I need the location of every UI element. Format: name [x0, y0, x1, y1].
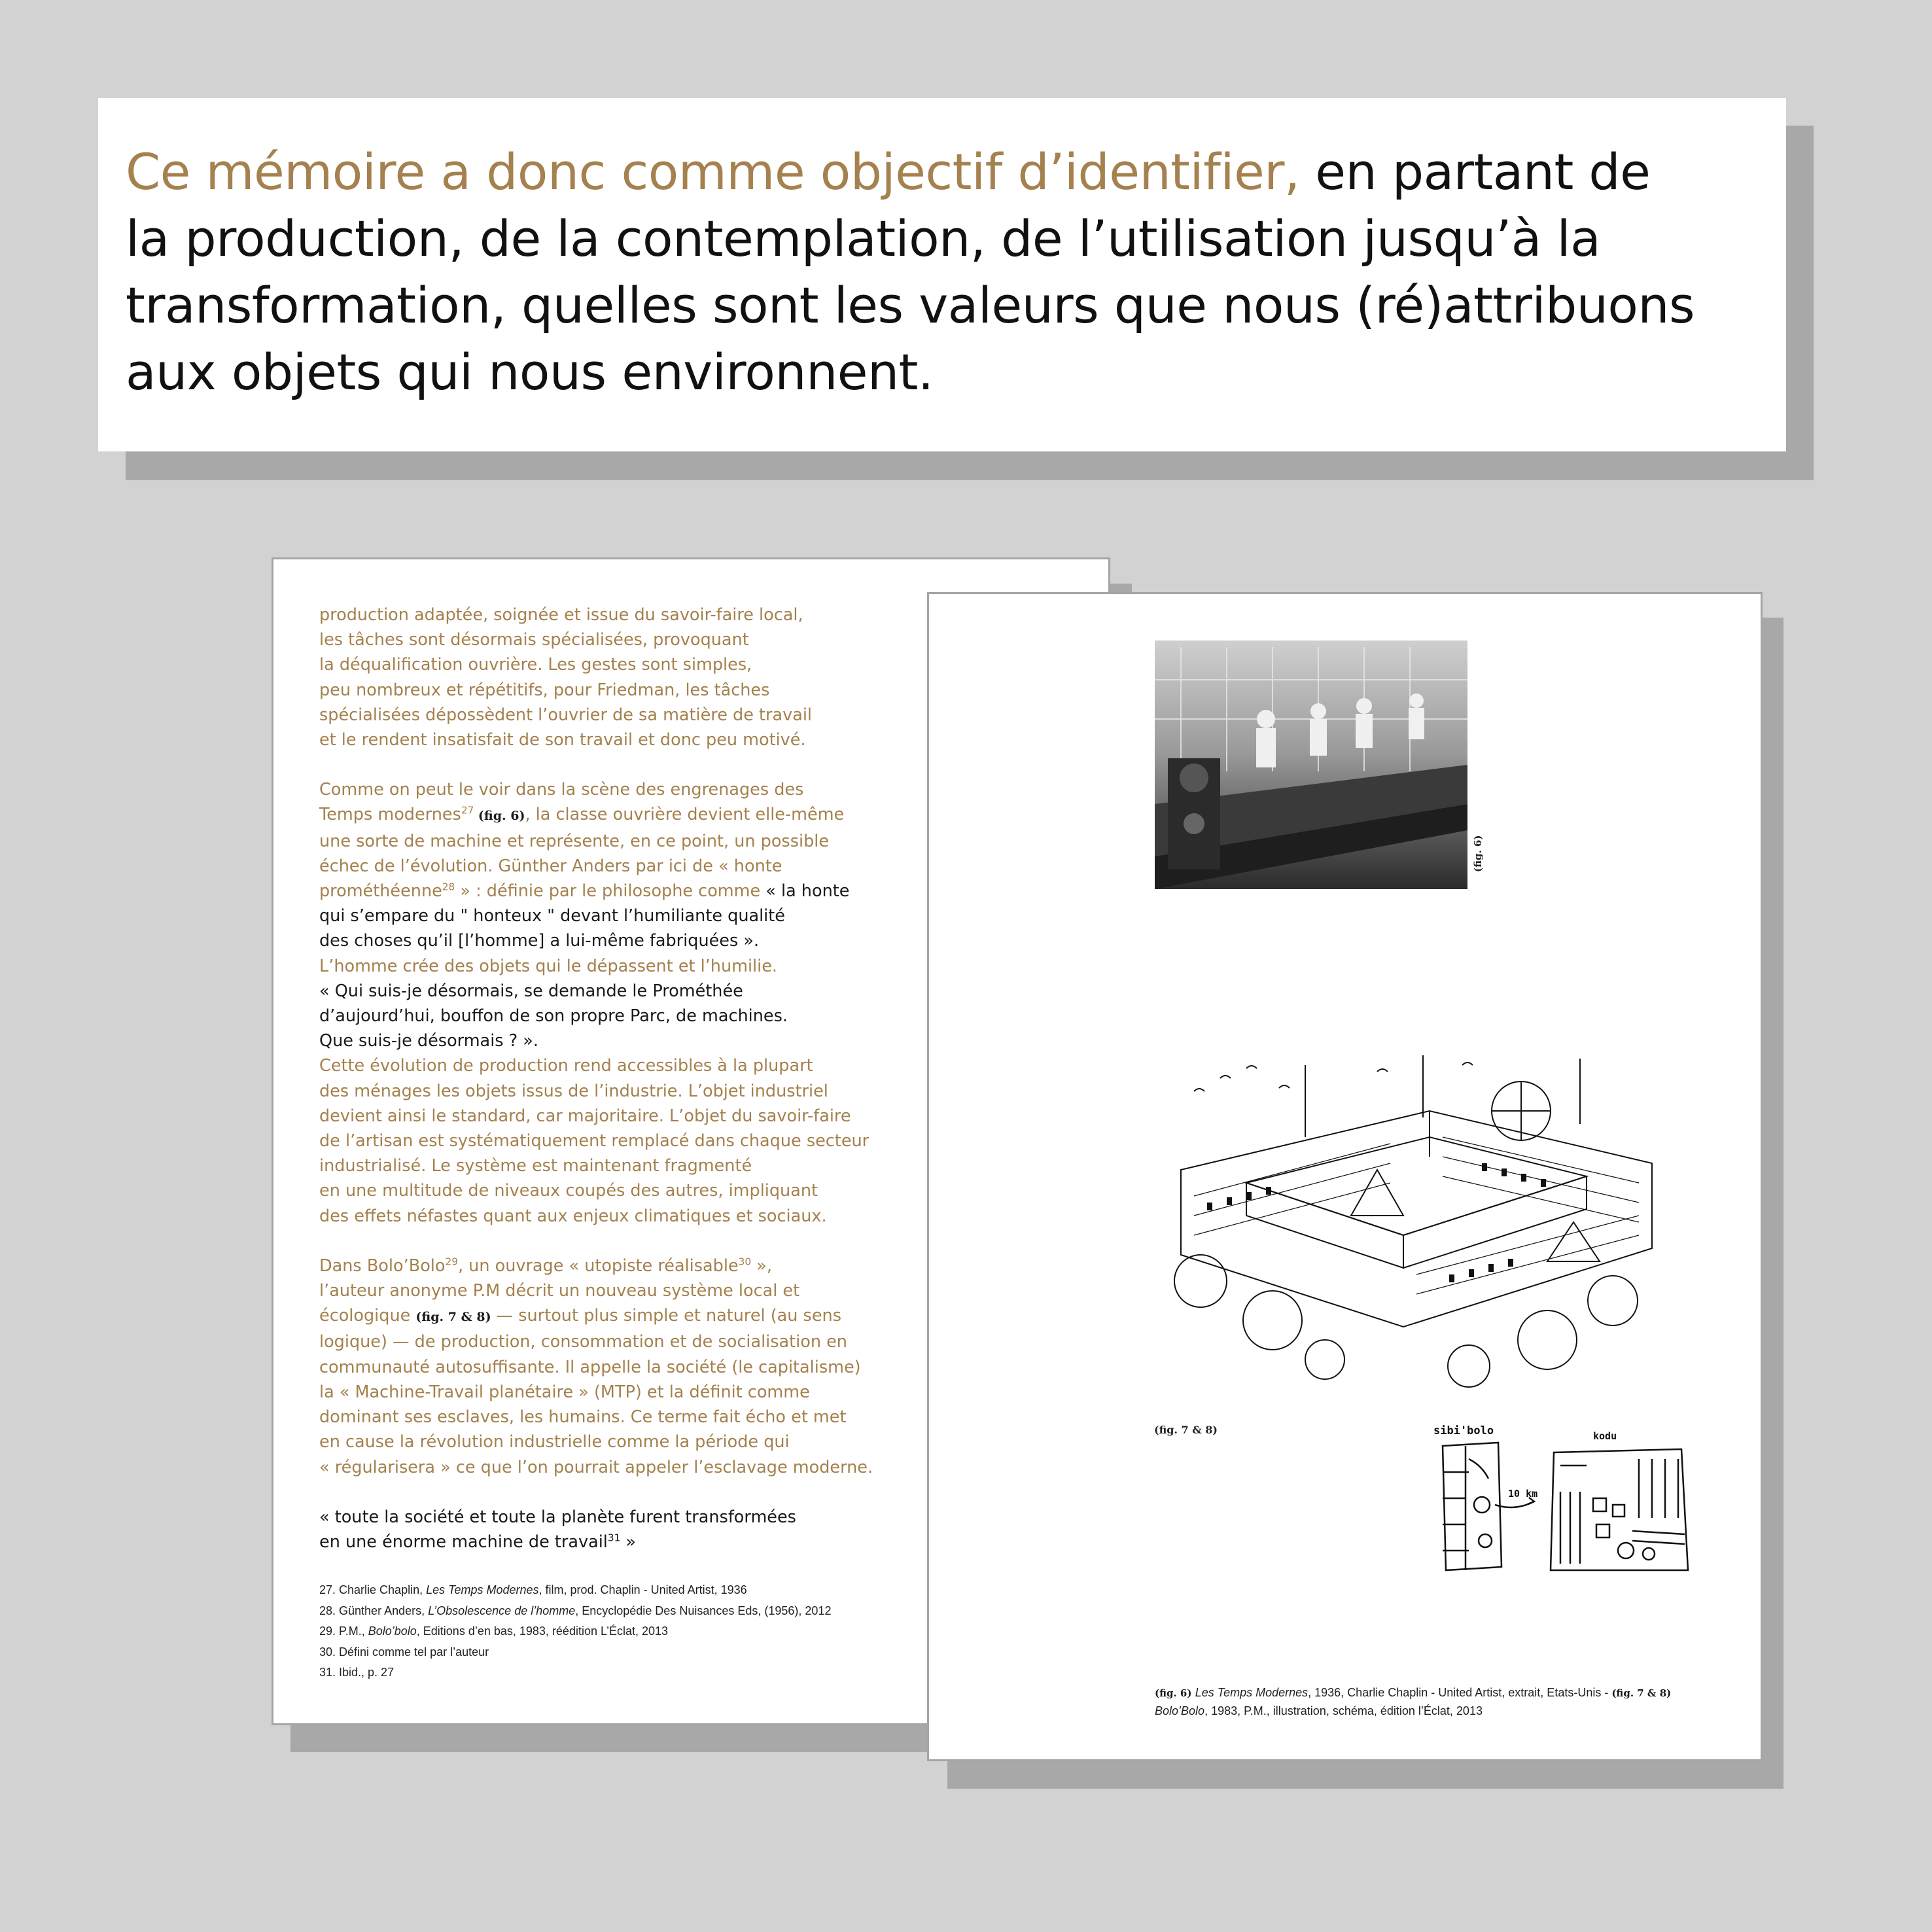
- text-line: de l’artisan est systématiquement remplacé dans chaque secteur: [319, 1131, 869, 1151]
- footnote: 29. P.M., Bolo’bolo, Editions d’en bas, 1983, réédition L’Éclat, 2013: [319, 1625, 669, 1638]
- figure-reference: (fig. 6): [474, 809, 525, 824]
- quote-line: Que suis-je désormais ? ».: [319, 1031, 539, 1051]
- footnote: 27. Charlie Chaplin, Les Temps Modernes, film, prod. Chaplin - United Artist, 1936: [319, 1583, 747, 1596]
- body-text: [319, 603, 974, 1554]
- text-line: Temps modernes$^{27}$ (fig. 6), la classe ouvrière devient elle-même: [319, 804, 845, 825]
- text-line: une sorte de machine et représente, en ce point, un possible: [319, 831, 830, 851]
- figure-reference: (fig. 7 & 8): [415, 1310, 491, 1325]
- text-line: et le rendent insatisfait de son travail et donc peu motivé.: [319, 730, 806, 750]
- text-line: communauté autosuffisante. Il appelle la société (le capitalisme): [319, 1357, 861, 1377]
- text-line: dominant ses esclaves, les humains. Ce terme fait écho et met: [319, 1407, 847, 1428]
- footnote: 30. Défini comme tel par l’auteur: [319, 1645, 489, 1659]
- text-line: Comme on peut le voir dans la scène des engrenages des: [319, 780, 804, 800]
- quote-line: des choses qu’il [l’homme] a lui-même fabriquées ».: [319, 931, 760, 951]
- text-line: des ménages les objets issus de l’industrie. L’objet industriel: [319, 1081, 828, 1101]
- text-line: L’homme crée des objets qui le dépassent et l’humilie.: [319, 956, 778, 976]
- quote-line: « Qui suis-je désormais, se demande le Prométhée: [319, 981, 743, 1001]
- caption-line: (fig. 6) Les Temps Modernes, 1936, Charlie Chaplin - United Artist, extrait, Etats-Unis - (fig. 7 & 8): [1155, 1686, 1672, 1699]
- text-line: Dans Bolo’Bolo$^{29}$, un ouvrage « utopiste réalisable$^{30}$ »,: [319, 1256, 772, 1276]
- figure-tag: (fig. 7 & 8): [1154, 1424, 1218, 1436]
- text-line: peu nombreux et répétitifs, pour Friedman, les tâches: [319, 680, 770, 700]
- figure-tag: (fig. 6): [1472, 835, 1484, 872]
- schema-label-left: sibi'bolo: [1433, 1424, 1494, 1437]
- quote-line: qui s’empare du " honteux " devant l’humiliante qualité: [319, 906, 785, 926]
- quote-line: en une énorme machine de travail$^{31}$ »: [319, 1532, 637, 1552]
- text-line: devient ainsi le standard, car majoritaire. L’objet du savoir-faire: [319, 1106, 851, 1126]
- text-line: prométhéenne$^{28}$ » : définie par le philosophe comme « la honte: [319, 881, 850, 902]
- text-line: en cause la révolution industrielle comme la période qui: [319, 1432, 790, 1452]
- text-line: logique) — de production, consommation et de socialisation en: [319, 1332, 847, 1352]
- text-line: la déqualification ouvrière. Les gestes sont simples,: [319, 655, 752, 675]
- right-page: [927, 592, 1763, 1761]
- footnote: 28. Günther Anders, L’Obsolescence de l’homme, Encyclopédie Des Nuisances Eds, (1956), 2012: [319, 1604, 832, 1617]
- factory-photo: [1155, 641, 1467, 889]
- schema-distance: 10 km: [1508, 1488, 1538, 1500]
- text-line: échec de l’évolution. Günther Anders par ici de « honte: [319, 856, 782, 876]
- headline: [126, 139, 1761, 406]
- headline-line: Ce mémoire a donc comme objectif d’identifier, en partant de: [126, 143, 1651, 201]
- text-line: spécialisées dépossèdent l’ouvrier de sa matière de travail: [319, 705, 812, 725]
- text-line: écologique (fig. 7 & 8) — surtout plus simple et naturel (au sens: [319, 1306, 841, 1326]
- text-line: Cette évolution de production rend accessibles à la plupart: [319, 1056, 813, 1076]
- headline-card: [98, 98, 1786, 451]
- text-line: l’auteur anonyme P.M décrit un nouveau système local et: [319, 1281, 800, 1301]
- text-line: production adaptée, soignée et issue du savoir-faire local,: [319, 605, 803, 625]
- text-line: la « Machine-Travail planétaire » (MTP) et la définit comme: [319, 1382, 810, 1402]
- figure-caption: [1155, 1684, 1717, 1720]
- bolo-schema: [1430, 1420, 1704, 1580]
- city-illustration: [1155, 1052, 1672, 1392]
- caption-line: Bolo’Bolo, 1983, P.M., illustration, schéma, édition l’Éclat, 2013: [1155, 1704, 1483, 1717]
- quote-line: « toute la société et toute la planète furent transformées: [319, 1507, 796, 1527]
- quote-line: d’aujourd’hui, bouffon de son propre Parc, de machines.: [319, 1006, 788, 1027]
- text-line: industrialisé. Le système est maintenant fragmenté: [319, 1156, 752, 1176]
- headline-line: la production, de la contemplation, de l’utilisation jusqu’à la: [126, 209, 1601, 268]
- schema-label-right: kodu: [1593, 1430, 1617, 1442]
- text-line: les tâches sont désormais spécialisées, provoquant: [319, 630, 749, 650]
- text-line: en une multitude de niveaux coupés des autres, impliquant: [319, 1181, 818, 1201]
- text-line: des effets néfastes quant aux enjeux climatiques et sociaux.: [319, 1206, 827, 1226]
- text-line: « régularisera » ce que l’on pourrait appeler l’esclavage moderne.: [319, 1457, 873, 1477]
- headline-line: transformation, quelles sont les valeurs que nous (ré)attribuons: [126, 276, 1695, 334]
- headline-line: aux objets qui nous environnent.: [126, 343, 934, 401]
- footnote: 31. Ibid., p. 27: [319, 1666, 395, 1679]
